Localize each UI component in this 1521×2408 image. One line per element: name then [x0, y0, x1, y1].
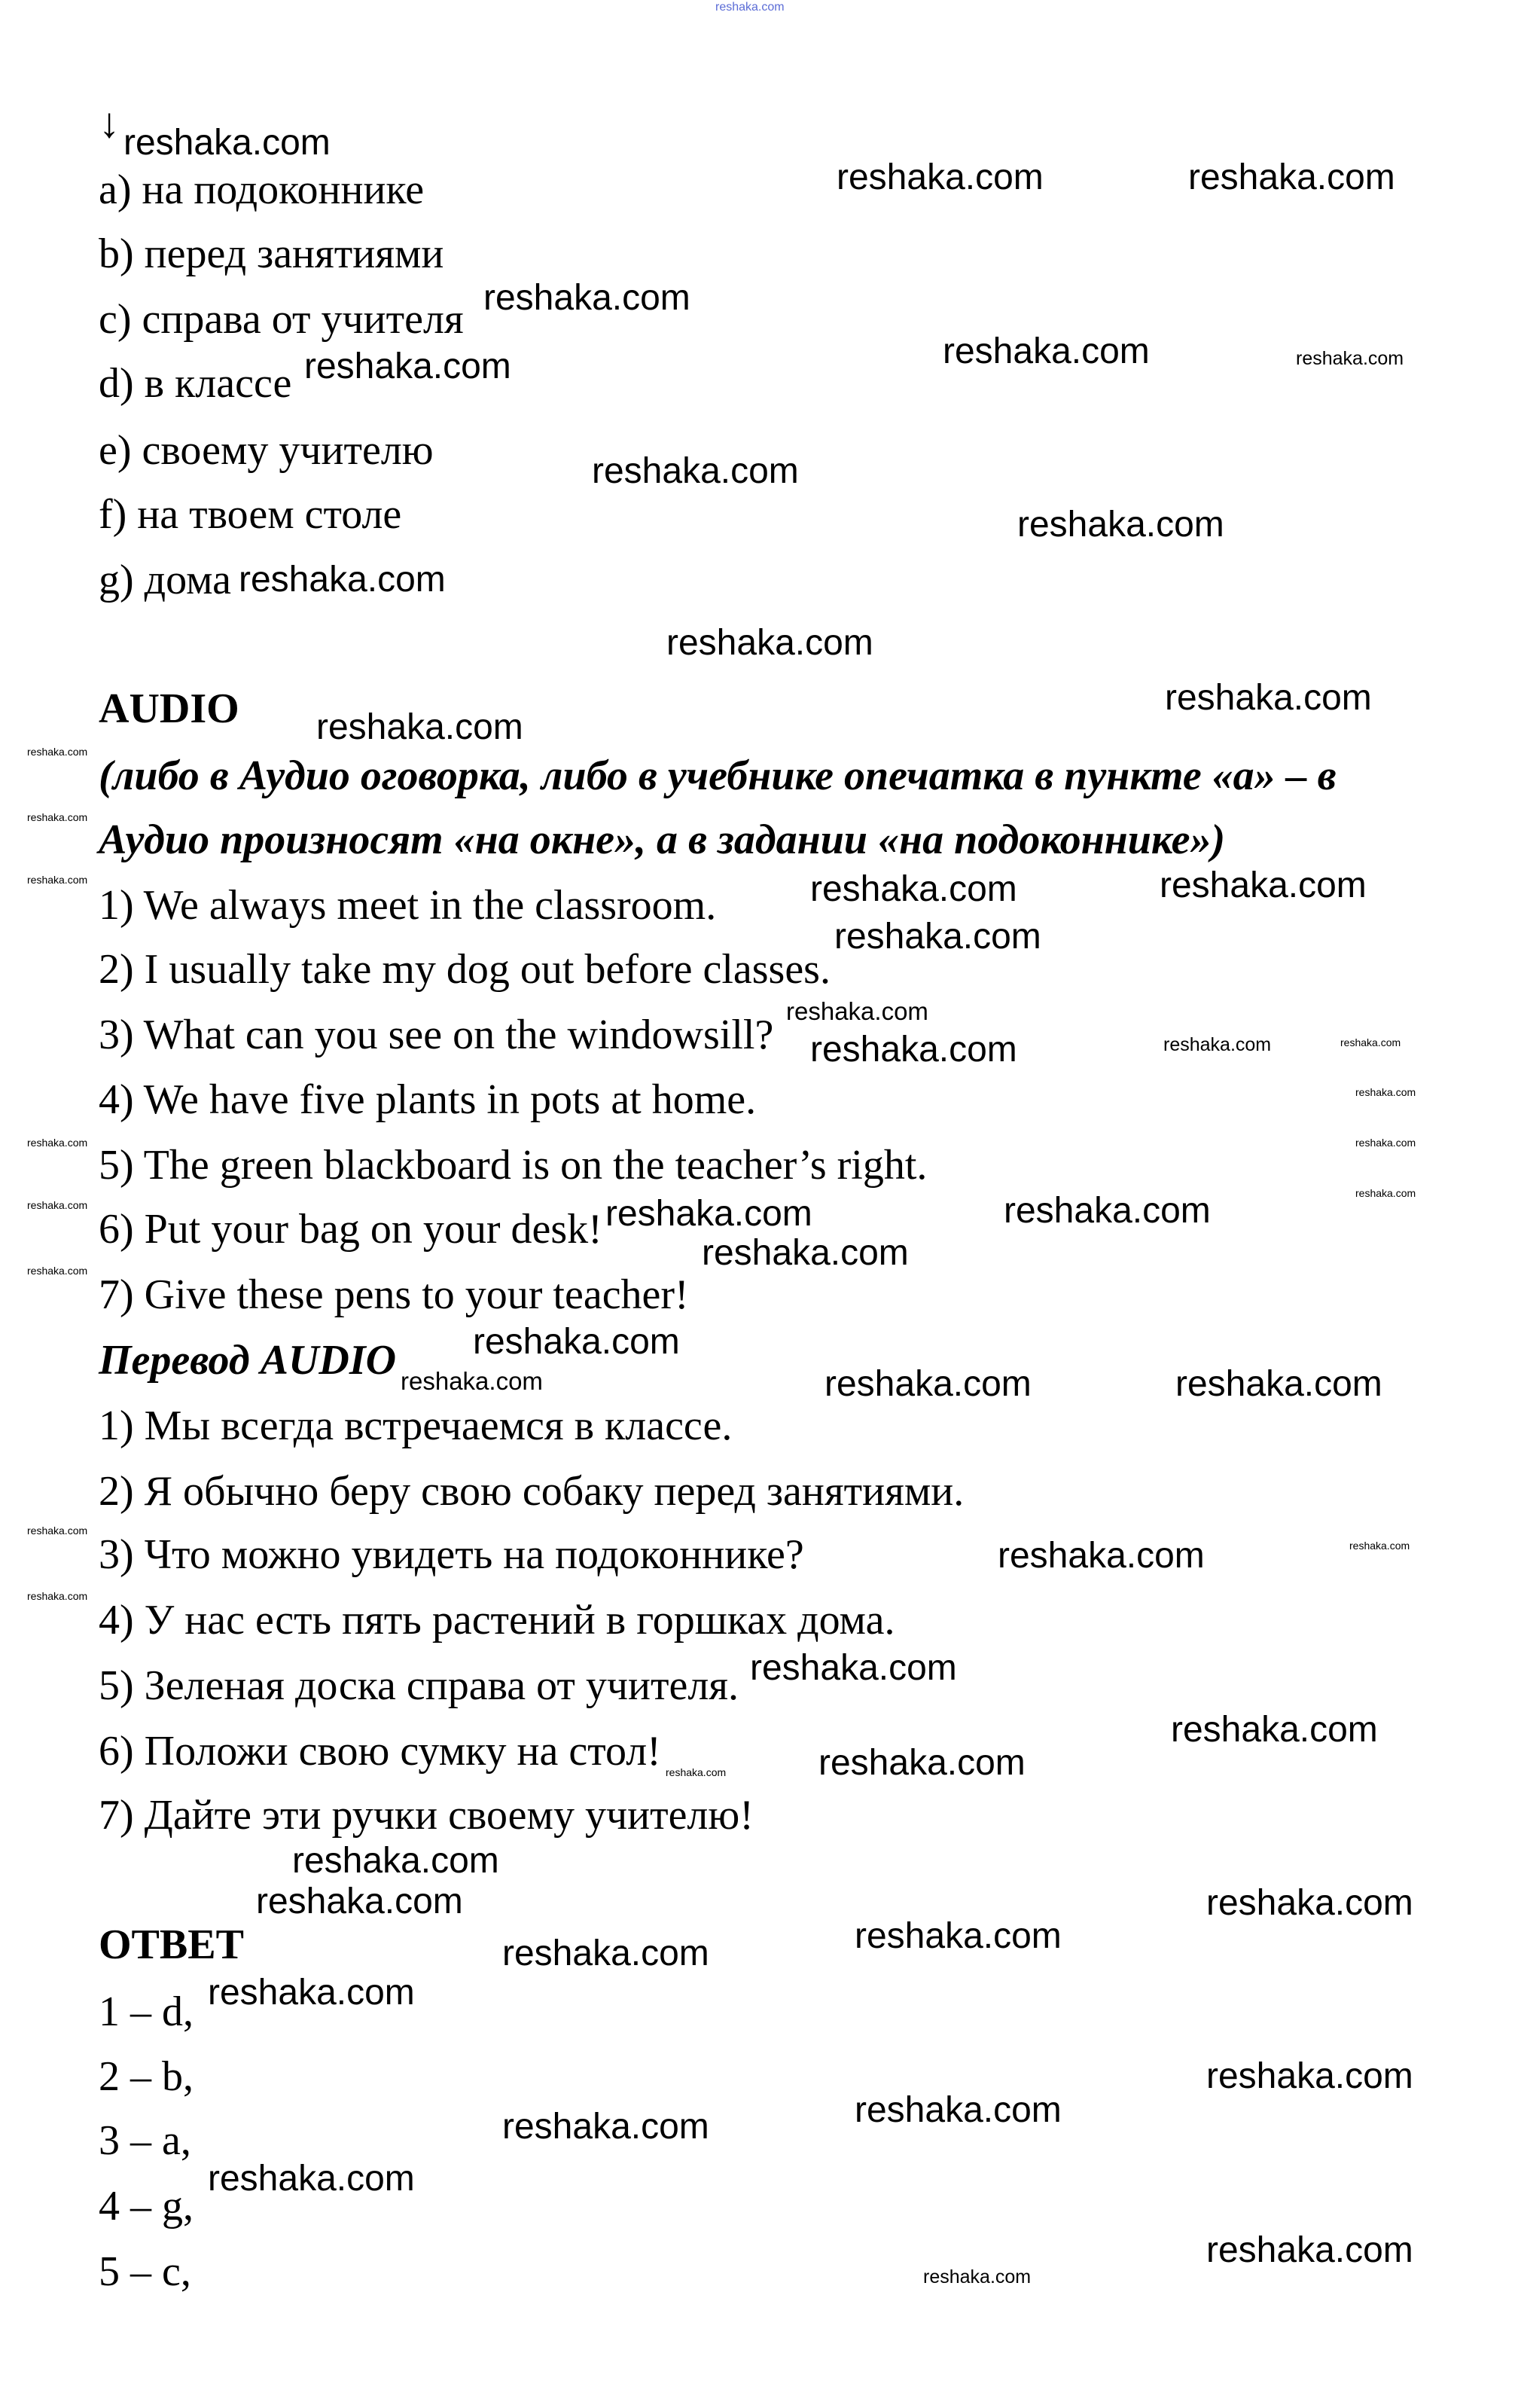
- watermark: reshaka.com: [502, 2107, 709, 2147]
- watermark: reshaka.com: [825, 1364, 1032, 1404]
- watermark: reshaka.com: [123, 123, 331, 163]
- watermark: reshaka.com: [1188, 157, 1395, 197]
- option-b: b) перед занятиями: [99, 230, 444, 277]
- watermark: reshaka.com: [1340, 1036, 1401, 1048]
- translation-line-6: 6) Положи свою сумку на стол!: [99, 1728, 661, 1775]
- watermark: reshaka.com: [1206, 2056, 1413, 2096]
- audio-heading: AUDIO: [99, 685, 239, 732]
- option-f: f) на твоем столе: [99, 491, 402, 538]
- watermark: reshaka.com: [256, 1882, 463, 1921]
- watermark: reshaka.com: [1206, 1883, 1413, 1923]
- watermark: reshaka.com: [1349, 1540, 1410, 1552]
- watermark: reshaka.com: [401, 1367, 543, 1395]
- watermark: reshaka.com: [855, 2090, 1062, 2130]
- watermark: reshaka.com: [483, 278, 690, 318]
- answer-heading: ОТВЕТ: [99, 1921, 244, 1968]
- watermark: reshaka.com: [208, 1973, 415, 2013]
- watermark: reshaka.com: [837, 157, 1044, 197]
- watermark: reshaka.com: [592, 451, 799, 491]
- audio-line-4: 4) We have five plants in pots at home.: [99, 1076, 757, 1123]
- watermark: reshaka.com: [208, 2159, 415, 2199]
- watermark: reshaka.com: [316, 707, 523, 747]
- audio-line-1: 1) We always meet in the classroom.: [99, 882, 717, 929]
- answer-line-3: 3 – a,: [99, 2117, 191, 2164]
- audio-line-5: 5) The green blackboard is on the teacher’s right.: [99, 1142, 928, 1189]
- answer-line-1: 1 – d,: [99, 1988, 194, 2035]
- watermark: reshaka.com: [1355, 1137, 1416, 1149]
- watermark: reshaka.com: [666, 1766, 727, 1778]
- answer-line-5: 5 – c,: [99, 2248, 191, 2295]
- watermark: reshaka.com: [1160, 865, 1367, 905]
- watermark: reshaka.com: [27, 811, 88, 823]
- watermark: reshaka.com: [1163, 1034, 1272, 1055]
- header-watermark: reshaka.com: [715, 1, 785, 14]
- watermark: reshaka.com: [810, 1030, 1017, 1070]
- watermark: reshaka.com: [1171, 1710, 1378, 1750]
- translation-line-4: 4) У нас есть пять растений в горшках дома.: [99, 1597, 895, 1643]
- watermark: reshaka.com: [605, 1194, 812, 1234]
- arrow-icon: ↓: [99, 100, 120, 147]
- answer-line-2: 2 – b,: [99, 2053, 194, 2100]
- watermark: reshaka.com: [1296, 348, 1404, 369]
- watermark: reshaka.com: [810, 869, 1017, 909]
- translation-line-7: 7) Дайте эти ручки своему учителю!: [99, 1792, 754, 1839]
- watermark: reshaka.com: [702, 1233, 909, 1273]
- watermark: reshaka.com: [27, 1524, 88, 1537]
- watermark: reshaka.com: [1165, 678, 1372, 718]
- watermark: reshaka.com: [818, 1743, 1026, 1783]
- option-a: a) на подоконнике: [99, 166, 425, 213]
- watermark: reshaka.com: [27, 1137, 88, 1149]
- watermark: reshaka.com: [855, 1916, 1062, 1956]
- watermark: reshaka.com: [27, 1265, 88, 1277]
- watermark: reshaka.com: [923, 2266, 1032, 2287]
- watermark: reshaka.com: [27, 746, 88, 758]
- option-g: g) дома: [99, 557, 231, 603]
- option-e: e) своему учителю: [99, 427, 434, 474]
- watermark: reshaka.com: [1175, 1364, 1382, 1404]
- watermark: reshaka.com: [304, 346, 511, 386]
- watermark: reshaka.com: [998, 1536, 1205, 1576]
- watermark: reshaka.com: [1004, 1191, 1211, 1231]
- translation-line-5: 5) Зеленая доска справа от учителя.: [99, 1662, 739, 1709]
- translation-heading: Перевод AUDIO: [99, 1337, 397, 1384]
- watermark: reshaka.com: [750, 1648, 957, 1688]
- watermark: reshaka.com: [27, 874, 88, 886]
- watermark: reshaka.com: [1355, 1187, 1416, 1199]
- watermark: reshaka.com: [239, 560, 446, 600]
- watermark: reshaka.com: [292, 1841, 499, 1881]
- watermark: reshaka.com: [834, 917, 1041, 957]
- watermark: reshaka.com: [473, 1322, 680, 1362]
- option-d: d) в классе: [99, 360, 292, 407]
- answer-line-4: 4 – g,: [99, 2183, 194, 2229]
- watermark: reshaka.com: [1017, 505, 1224, 545]
- translation-line-3: 3) Что можно увидеть на подоконнике?: [99, 1531, 804, 1578]
- audio-note-line1: (либо в Аудио оговорка, либо в учебнике опечатка в пункте «а» – в: [99, 752, 1337, 799]
- option-c: c) справа от учителя: [99, 296, 464, 343]
- translation-line-1: 1) Мы всегда встречаемся в классе.: [99, 1402, 733, 1449]
- translation-line-2: 2) Я обычно беру свою собаку перед занятиями.: [99, 1468, 965, 1515]
- watermark: reshaka.com: [943, 331, 1150, 371]
- audio-line-6: 6) Put your bag on your desk!: [99, 1206, 602, 1253]
- audio-line-2: 2) I usually take my dog out before classes.: [99, 946, 831, 993]
- audio-note-line2: Аудио произносят «на окне», а в задании «на подоконнике»): [99, 816, 1226, 863]
- watermark: reshaka.com: [1206, 2230, 1413, 2270]
- audio-line-3: 3) What can you see on the windowsill?: [99, 1012, 774, 1058]
- watermark: reshaka.com: [786, 997, 928, 1025]
- watermark: reshaka.com: [1355, 1086, 1416, 1098]
- watermark: reshaka.com: [666, 623, 873, 663]
- watermark: reshaka.com: [27, 1590, 88, 1602]
- audio-line-7: 7) Give these pens to your teacher!: [99, 1271, 689, 1318]
- watermark: reshaka.com: [27, 1199, 88, 1211]
- watermark: reshaka.com: [502, 1933, 709, 1973]
